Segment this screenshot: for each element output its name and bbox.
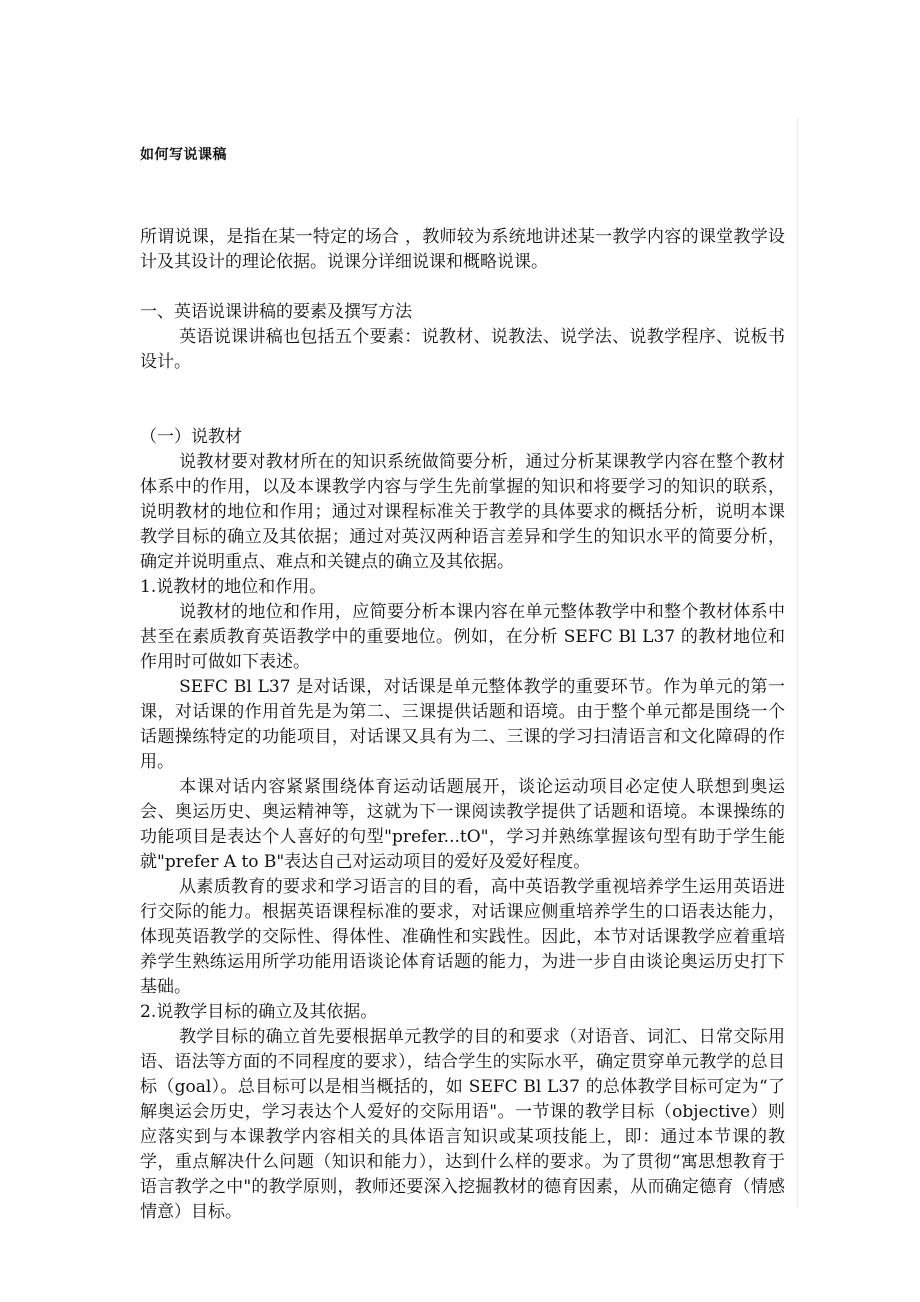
item-heading-teaching-goals: 2.说教学目标的确立及其依据。: [140, 1002, 378, 1022]
teaching-goals-paragraph: 教学目标的确立首先要根据单元教学的目的和要求（对语音、词汇、日常交际用语、语法等方面的不同程度的要求），结合学生的实际水平，确定贯穿单元教学的总目标（goal）。总目标可以是相当概括的，如 SEFC Bl L37 的总体教学目标可定为“了解奥运会历史，学习表达个人爱好的交际用语"。一节课的教学目标（objective）则应落实到与本课教学内容相关的具体语言知识或某项技能上，即：通过本节课的教学，重点解决什么问题（知识和能力），达到什么样的要求。为了贯彻“寓思想教育于语言教学之中"的教学原则，教师还要深入挖掘教材的德育因素，从而确定德育（情感情意）目标。: [140, 1027, 785, 1222]
intro-paragraph: 所谓说课，是指在某一特定的场合 ，教师较为系统地讲述某一教学内容的课堂教学设计及其设计的理论依据。说课分详细说课和概略说课。: [140, 227, 785, 272]
position-role-paragraph: 说教材的地位和作用，应简要分析本课内容在单元整体教学中和整个教材体系中甚至在素质教育英语教学中的重要地位。例如，在分析 SEFC Bl L37 的教材地位和作用时可做如下表述。: [140, 602, 785, 672]
position-role-paragraph: 本课对话内容紧紧围绕体育运动话题展开，谈论运动项目必定使人联想到奥运会、奥运历史、奥运精神等，这就为下一课阅读教学提供了话题和语境。本课操练的功能项目是表达个人喜好的句型"prefer...tO"，学习并熟练掌握该句型有助于学生能就"prefer A to B"表达自己对运动项目的爱好及爱好程度。: [140, 777, 785, 872]
position-role-paragraph: SEFC Bl L37 是对话课，对话课是单元整体教学的重要环节。作为单元的第一课，对话课的作用首先是为第二、三课提供话题和语境。由于整个单元都是围绕一个话题操练特定的功能项目，对话课又具有为二、三课的学习扫清语言和文化障碍的作用。: [140, 677, 785, 772]
paragraph-spacer: [140, 275, 785, 300]
document-title: 如何写说课稿: [140, 147, 227, 163]
subsection-heading: （一）说教材: [140, 427, 242, 447]
position-role-paragraph: 从素质教育的要求和学习语言的目的看，高中英语教学重视培养学生运用英语进行交际的能力。根据英语课程标准的要求，对话课应侧重培养学生的口语表达能力，体现英语教学的交际性、得体性、准确性和实践性。因此，本节对话课教学应着重培养学生熟练运用所学功能用语谈论体育话题的能力，为进一步自由谈论奥运历史打下基础。: [140, 877, 785, 997]
item-heading-position-role: 1.说教材的地位和作用。: [140, 577, 327, 597]
document-body: [140, 225, 785, 1225]
page-edge-line: [797, 118, 798, 1208]
section-paragraph: 英语说课讲稿也包括五个要素：说教材、说教法、说学法、说教学程序、说板书设计。: [140, 327, 785, 372]
section-heading: 一、英语说课讲稿的要素及撰写方法: [140, 302, 412, 322]
subsection-paragraph: 说教材要对教材所在的知识系统做简要分析，通过分析某课教学内容在整个教材体系中的作用，以及本课教学内容与学生先前掌握的知识和将要学习的知识的联系，说明教材的地位和作用；通过对课程标准关于教学的具体要求的概括分析，说明本课教学目标的确立及其依据；通过对英汉两种语言差异和学生的知识水平的简要分析，确定并说明重点、难点和关键点的确立及其依据。: [140, 452, 785, 572]
paragraph-spacer: [140, 375, 785, 425]
